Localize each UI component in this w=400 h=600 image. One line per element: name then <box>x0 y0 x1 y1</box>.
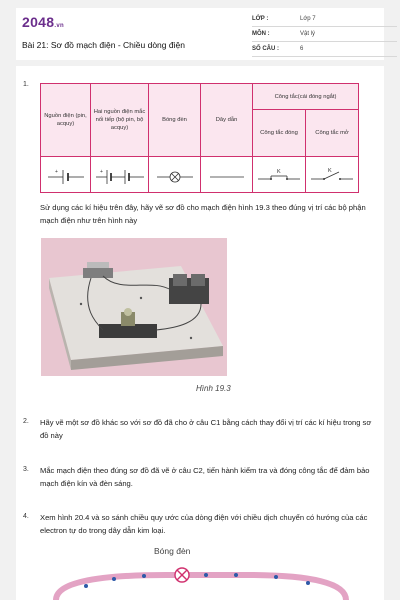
symbol-source <box>41 157 91 193</box>
switch-closed-letter: K <box>277 168 281 175</box>
meta-question-count: SỐ CÂU : 6 <box>252 46 397 57</box>
header-source: Nguồn điện (pin, acquy) <box>41 84 91 157</box>
document-title: Bài 21: Sơ đồ mạch điện - Chiều dòng điện <box>22 40 185 50</box>
question-3-text: Mắc mạch điện theo đúng sơ đồ đã vẽ ở câu C2, tiến hành kiểm tra và đóng công tắc để đảm bảo mạch điện kín và đèn sáng. <box>40 466 370 488</box>
circuit-diagram <box>16 561 384 600</box>
question-number: 3. <box>23 466 29 473</box>
question-number: 1. <box>23 81 29 88</box>
question-number: 2. <box>23 418 29 425</box>
document-header <box>16 8 384 60</box>
header-lamp: Bóng đèn <box>149 84 201 157</box>
question-2-text: Hãy vẽ một sơ đồ khác so với sơ đồ đã cho ở câu C1 bằng cách thay đổi vị trí các kí hiệu trong sơ đồ này <box>40 418 372 440</box>
question-number: 4. <box>23 513 29 520</box>
symbol-table <box>40 83 359 193</box>
diagram-lamp-symbol <box>175 568 189 582</box>
header-two-sources: Hai nguồn điện mắc nối tiếp (bộ pin, bộ acquy) <box>91 84 149 157</box>
header-switch: Công tắc(cái đóng ngắt) <box>253 84 359 110</box>
switch-open-letter: K <box>328 167 332 174</box>
document-content <box>16 66 384 600</box>
figure-caption: Hình 19.3 <box>196 384 231 393</box>
meta-subject: MÔN : Vật lý <box>252 31 397 42</box>
header-switch-closed: Công tắc đóng <box>253 110 306 157</box>
diagram-label: Bóng đèn <box>154 546 191 556</box>
question-1-text: Sử dụng các kí hiệu trên đây, hãy vẽ sơ đồ cho mạch điện hình 19.3 theo đúng vị trí các bộ phận mạch điện như trên hình này <box>40 203 366 225</box>
switch-component <box>83 262 113 278</box>
site-logo[interactable]: 2048.vn <box>22 14 64 30</box>
symbol-two-sources <box>91 157 149 193</box>
symbol-wire <box>201 157 253 193</box>
header-switch-open: Công tắc mở <box>306 110 359 157</box>
svg-text:+: + <box>99 168 103 175</box>
svg-text:+: + <box>54 168 58 175</box>
meta-grade: LỚP : Lớp 7 <box>252 16 397 27</box>
question-4-text: Xem hình 20.4 và so sánh chiều quy ước của dòng điện với chiều dịch chuyển có hướng của các electron tự do trong dây dẫn kim loại. <box>40 513 368 535</box>
battery-pack <box>169 274 209 304</box>
symbol-lamp <box>149 157 201 193</box>
symbol-switch-open <box>306 157 359 193</box>
symbol-switch-closed <box>253 157 306 193</box>
header-wire: Dây dẫn <box>201 84 253 157</box>
circuit-photo <box>41 238 227 376</box>
